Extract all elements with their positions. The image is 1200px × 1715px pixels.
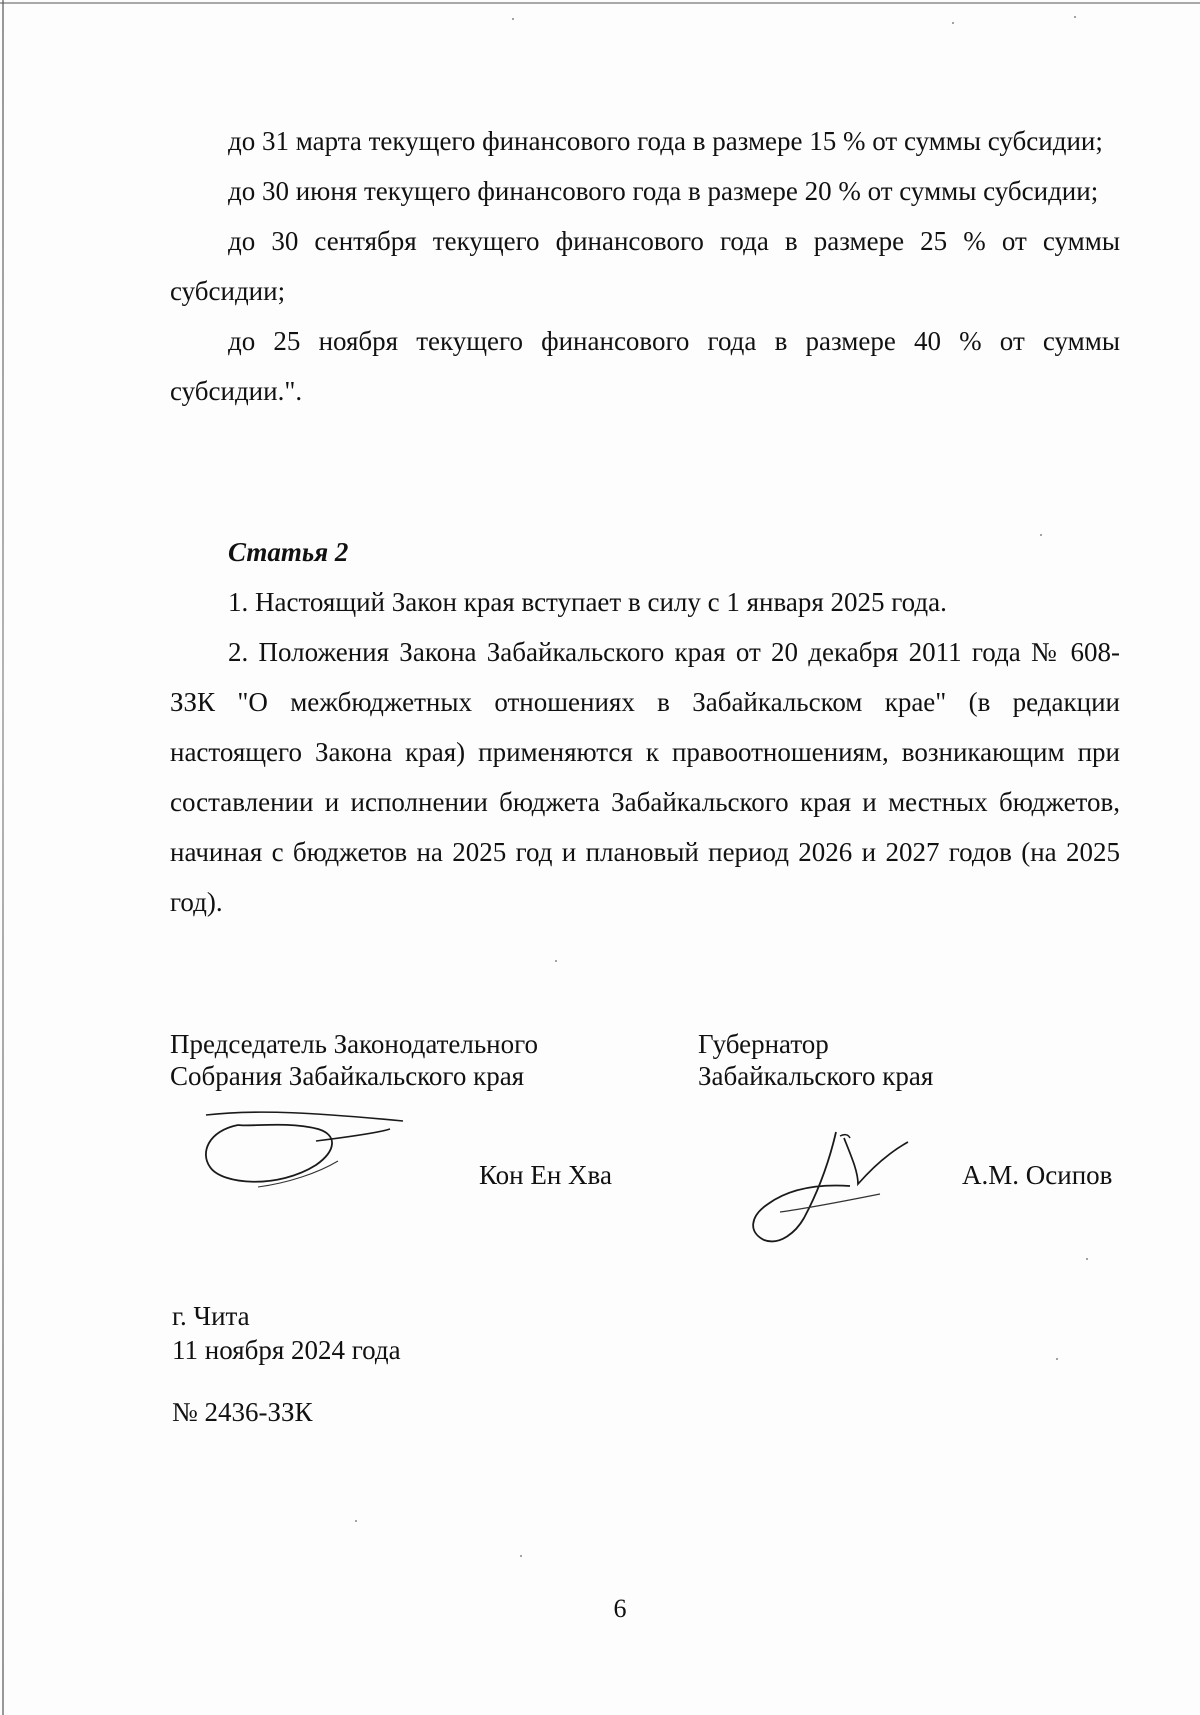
- page-number: 6: [613, 1594, 627, 1623]
- scan-speck: [512, 18, 514, 20]
- chair-title: [170, 1028, 538, 1092]
- governor-name: А.М. Осипов: [962, 1160, 1113, 1190]
- scan-edge-top: [0, 2, 1200, 4]
- scan-speck: [355, 1520, 357, 1522]
- chair-name: Кон Ен Хва: [479, 1160, 612, 1190]
- article-text: [170, 577, 1120, 927]
- article-paragraph-2: 2. Положения Закона Забайкальского края от 20 декабря 2011 года № 608-ЗЗК "О межбюджетных отношениях в Забайкальском крае" (в редакции настоящего Закона края) применяются к правоотношениям, возникающим при составлении и исполнении бюджета Забайкальского края и местных бюджетов, начиная с бюджетов на 2025 год и плановый период 2026 и 2027 годов (на 2025 год).: [170, 637, 1120, 917]
- paragraph-march: до 31 марта текущего финансового года в размере 15 % от суммы субсидии;: [228, 126, 1103, 156]
- governor-title-line2: Забайкальского края: [698, 1061, 934, 1091]
- chair-title-line2: Собрания Забайкальского края: [170, 1061, 525, 1091]
- place: г. Чита: [172, 1301, 250, 1331]
- scan-speck: [1056, 1358, 1058, 1360]
- governor-signature-icon: [740, 1128, 915, 1248]
- scan-speck: [952, 22, 954, 24]
- date: 11 ноября 2024 года: [172, 1335, 401, 1365]
- scan-speck: [520, 1555, 522, 1557]
- scan-speck: [1086, 1258, 1088, 1260]
- article-paragraph-1: 1. Настоящий Закон края вступает в силу с 1 января 2025 года.: [228, 587, 947, 617]
- scan-speck: [1074, 16, 1076, 18]
- paragraph-november: до 25 ноября текущего финансового года в размере 40 % от суммы субсидии.".: [170, 326, 1120, 406]
- scan-speck: [555, 960, 557, 962]
- article-heading: Статья 2: [228, 537, 349, 567]
- scan-edge-left: [2, 0, 4, 1715]
- chair-title-line1: Председатель Законодательного: [170, 1029, 539, 1059]
- paragraph-september: до 30 сентября текущего финансового года в размере 25 % от суммы субсидии;: [170, 226, 1120, 306]
- payment-schedule-text: [170, 116, 1120, 416]
- paragraph-june: до 30 июня текущего финансового года в размере 20 % от суммы субсидии;: [228, 176, 1099, 206]
- scan-speck: [1040, 534, 1042, 536]
- chair-signature-icon: [198, 1105, 413, 1195]
- governor-title-line1: Губернатор: [698, 1029, 829, 1059]
- document-number: № 2436-ЗЗК: [172, 1397, 313, 1427]
- governor-title: [698, 1028, 933, 1092]
